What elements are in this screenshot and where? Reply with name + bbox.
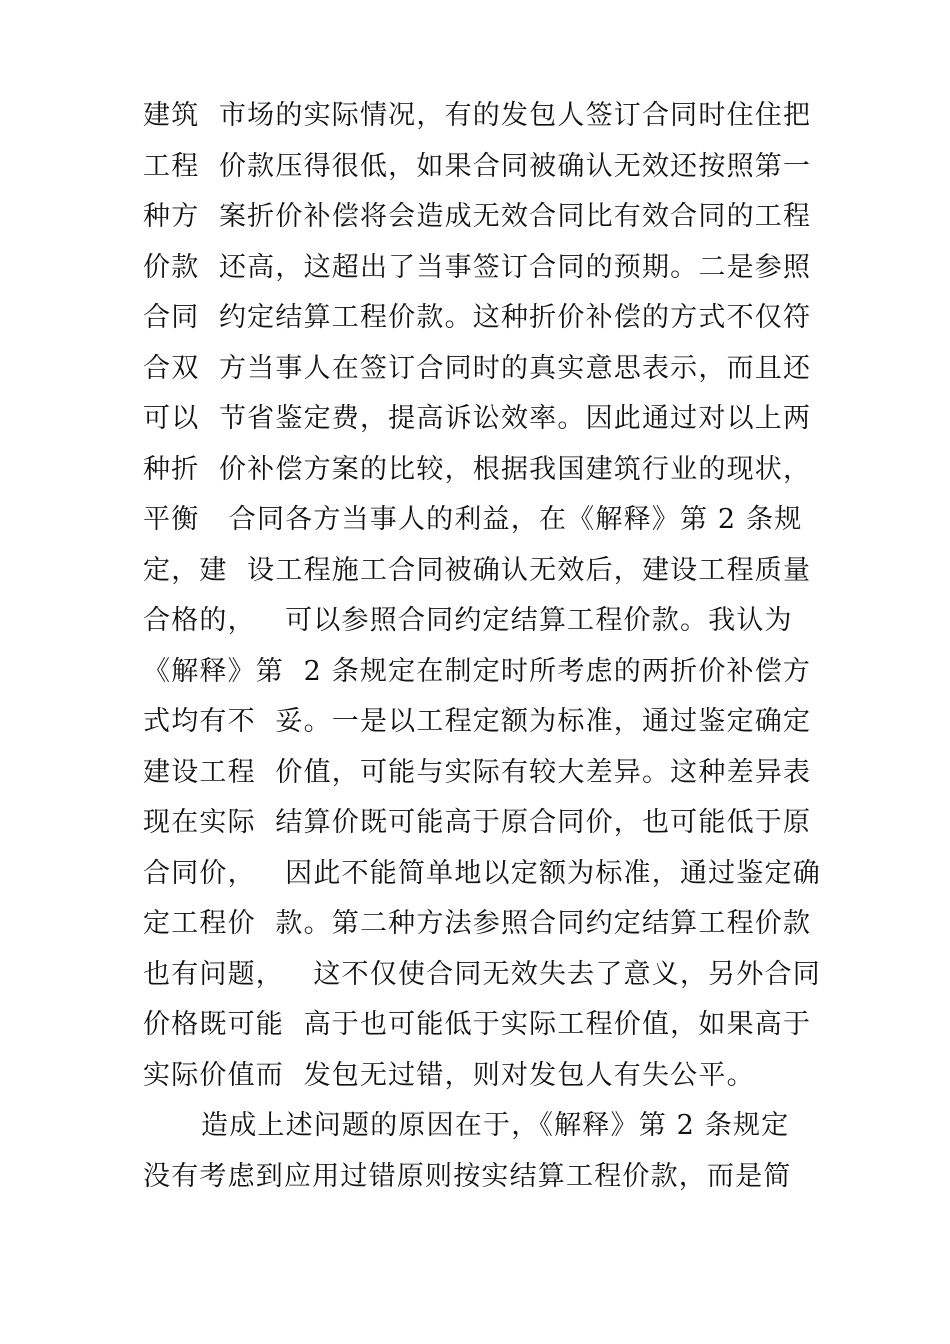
- text-line: 种折 价补偿方案的比较，根据我国建筑行业的现状，: [143, 453, 812, 485]
- body-text: [143, 91, 833, 1202]
- text-line: 建筑 市场的实际情况，有的发包人签订合同时住住把: [143, 100, 812, 131]
- text-line: 实际价值而 发包无过错，则对发包人有失公平。: [143, 1059, 755, 1091]
- text-line: 定，建 设工程施工合同被确认无效后，建设工程质量: [143, 554, 812, 586]
- text-line: 平衡 合同各方当事人的利益，在《解释》第 2 条规: [143, 504, 803, 535]
- text-line: 合同价， 因此不能简单地以定额为标准，通过鉴定确: [143, 857, 821, 889]
- text-line: 定工程价 款。第二种方法参照合同约定结算工程价款: [143, 908, 812, 939]
- text-line: 《解释》第 2 条规定在制定时所考虑的两折价补偿方: [143, 655, 812, 687]
- text-line: 合格的， 可以参照合同约定结算工程价款。我认为: [143, 605, 793, 636]
- text-line: 可以 节省鉴定费，提高诉讼效率。因此通过对以上两: [143, 403, 812, 434]
- text-line: 也有问题， 这不仅使合同无效失去了意义，另外合同: [143, 958, 821, 990]
- text-line: 式均有不 妥。一是以工程定额为标准，通过鉴定确定: [143, 706, 812, 737]
- text-line: 现在实际 结算价既可能高于原合同价，也可能低于原: [143, 807, 812, 838]
- text-line: 价格既可能 高于也可能低于实际工程价值，如果高于: [143, 1009, 812, 1040]
- text-line: 合同 约定结算工程价款。这种折价补偿的方式不仅符: [143, 302, 812, 333]
- paragraph-start-line: 造成上述问题的原因在于，《解释》第 2 条规定: [201, 1110, 790, 1141]
- text-line: 工程 价款压得很低，如果合同被确认无效还按照第一: [143, 150, 812, 182]
- text-line: 建设工程 价值，可能与实际有较大差异。这种差异表: [143, 756, 812, 788]
- text-line: 没有考虑到应用过错原则按实结算工程价款，而是简: [143, 1160, 792, 1192]
- text-line: 价款 还高，这超出了当事签订合同的预期。二是参照: [143, 251, 812, 283]
- text-line: 合双 方当事人在签订合同时的真实意思表示，而且还: [143, 352, 812, 384]
- text-line: 种方 案折价补偿将会造成无效合同比有效合同的工程: [143, 201, 812, 232]
